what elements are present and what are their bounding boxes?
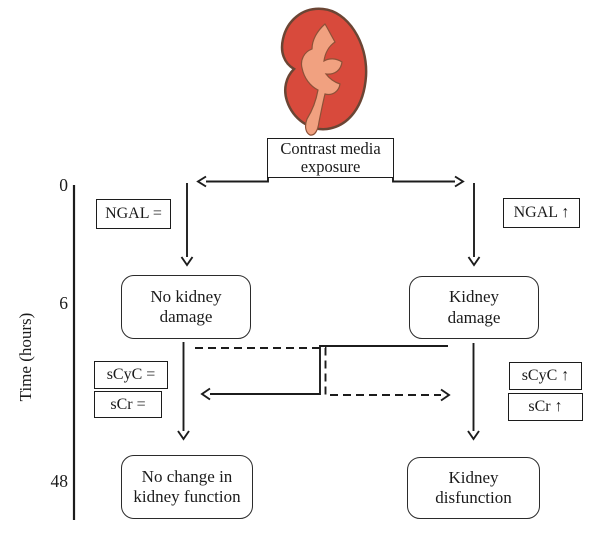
arrowhead-down-icon	[469, 257, 480, 265]
no-change-kidney-function-box	[121, 455, 253, 519]
no-change-line-1: No change in	[141, 466, 233, 486]
crossover-dashed-line	[195, 348, 441, 395]
arrow-exposure-left	[206, 177, 268, 182]
kidney-damage-box	[409, 276, 539, 339]
exposure-line-2: exposure	[300, 157, 361, 176]
arrowhead-down-icon	[178, 431, 189, 439]
scyc-up-box: sCyC ↑	[509, 362, 582, 390]
arrowhead-down-icon	[182, 257, 193, 265]
time-axis-label: Time (hours)	[16, 312, 35, 402]
no-damage-line-2: damage	[159, 307, 213, 326]
no-change-line-2: kidney function	[133, 487, 241, 506]
ngal-equal-box: NGAL =	[96, 199, 171, 229]
exposure-line-1: Contrast media	[280, 138, 381, 158]
scyc-equal-box: sCyC =	[94, 361, 168, 389]
time-tick-0: 0	[59, 175, 68, 195]
arrowhead-left-icon	[202, 389, 210, 400]
arrow-exposure-right	[393, 177, 455, 182]
arrowhead-right-icon	[441, 390, 449, 401]
no-damage-line-1: No kidney	[150, 286, 222, 306]
scr-up-box: sCr ↑	[508, 393, 583, 421]
scr-equal-box: sCr =	[94, 391, 162, 418]
ngal-up-box: NGAL ↑	[503, 198, 580, 228]
time-tick-6: 6	[59, 293, 68, 313]
time-tick-48: 48	[50, 471, 68, 491]
kidney-icon	[273, 4, 373, 140]
crossover-solid-line	[210, 346, 448, 394]
kidney-disfunction-box	[407, 457, 540, 519]
no-kidney-damage-box	[121, 275, 251, 339]
disfunction-line-1: Kidney	[448, 467, 499, 487]
arrowhead-left-icon	[198, 177, 206, 187]
disfunction-line-2: disfunction	[435, 488, 512, 507]
damage-line-1: Kidney	[448, 287, 500, 307]
damage-line-2: damage	[447, 307, 501, 327]
arrowhead-down-icon	[468, 431, 479, 439]
contrast-media-exposure-box	[267, 138, 394, 178]
arrowhead-right-icon	[455, 177, 463, 187]
